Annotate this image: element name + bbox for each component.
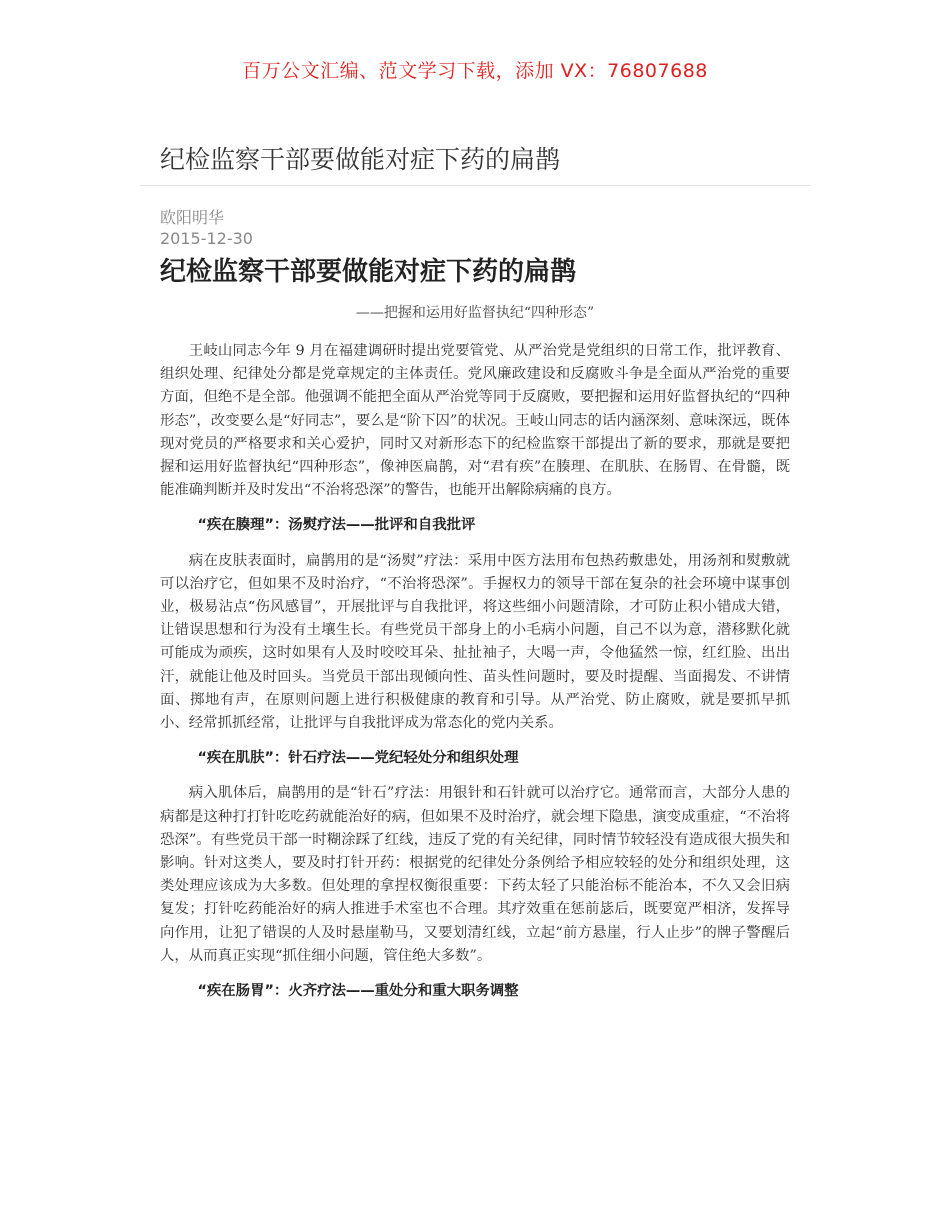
title-divider: [140, 185, 810, 186]
article-title: 纪检监察干部要做能对症下药的扁鹊: [160, 257, 577, 287]
section-heading: “疾在肌肤”：针石疗法——党纪轻处分和组织处理: [197, 750, 519, 767]
article-body: [160, 340, 790, 1015]
intro-paragraph: 王岐山同志今年 9 月在福建调研时提出党要管党、从严治党是党组织的日常工作，批评教育、组织处理、纪律处分都是党章规定的主体责任。党风廉政建设和反腐败斗争是全面从严治党的重要方面，但绝不是全部。他强调不能把全面从严治党等同于反腐败，要把握和运用好监督执纪的“四种形态”，改变要么是“好同志”，要么是“阶下囚”的状况。王岐山同志的话内涵深刻、意味深远，既体现对党员的严格要求和关心爱护，同时又对新形态下的纪检监察干部提出了新的要求，那就是要把握和运用好监督执纪“四种形态”，像神医扁鹊，对“君有疾”在腠理、在肌肤、在肠胃、在骨髓，既能准确判断并及时发出“不治将恐深”的警告，也能开出解除病痛的良方。: [160, 343, 790, 499]
author-name: 欧阳明华: [160, 208, 225, 227]
publish-date: 2015-12-30: [160, 229, 253, 248]
section-heading: “疾在肠胃”：火齐疗法——重处分和重大职务调整: [197, 983, 519, 1000]
section-heading: “疾在腠理”：汤熨疗法——批评和自我批评: [197, 517, 476, 534]
promo-banner: 百万公文汇编、范文学习下载，添加 VX：76807688: [242, 60, 708, 82]
section-paragraph: 病入肌体后，扁鹊用的是“针石”疗法：用银针和石针就可以治疗它。通常而言，大部分人患的病都是这种打打针吃吃药就能治好的病，但如果不及时治疗，就会埋下隐患，演变成重症，“不治将恐深”。有些党员干部一时糊涂踩了红线，违反了党的有关纪律，同时情节较轻没有造成很大损失和影响。针对这类人，要及时打针开药：根据党的纪律处分条例给予相应较轻的处分和组织处理，这类处理应该成为大多数。但处理的拿捏权衡很重要：下药太轻了只能治标不能治本，不久又会旧病复发；打针吃药能治好的病人推进手术室也不合理。其疗效重在惩前毖后，既要宽严相济，发挥导向作用，让犯了错误的人及时悬崖勒马，又要划清红线，立起“前方悬崖，行人止步”的牌子警醒后人，从而真正实现“抓住细小问题，管住绝大多数”。: [160, 785, 790, 964]
section-paragraph: 病在皮肤表面时，扁鹊用的是“汤熨”疗法：采用中医方法用布包热药敷患处，用汤剂和熨敷就可以治疗它，但如果不及时治疗，“不治将恐深”。手握权力的领导干部在复杂的社会环境中谋事创业，极易沾点“伤风感冒”，开展批评与自我批评，将这些细小问题清除，才可防止积小错成大错，让错误思想和行为没有土壤生长。有些党员干部身上的小毛病小问题，自己不以为意，潜移默化就可能成为顽疾，这时如果有人及时咬咬耳朵、扯扯袖子，大喝一声，令他猛然一惊，红红脸、出出汗，就能让他及时回头。当党员干部出现倾向性、苗头性问题时，要及时提醒、当面揭发、不讲情面、掷地有声，在原则问题上进行积极健康的教育和引导。从严治党、防止腐败，就是要抓早抓小、经常抓抓经常，让批评与自我批评成为常态化的党内关系。: [160, 552, 790, 732]
page-title: 纪检监察干部要做能对症下药的扁鹊: [160, 145, 561, 174]
article-subtitle: ——把握和运用好监督执纪“四种形态”: [355, 305, 595, 321]
